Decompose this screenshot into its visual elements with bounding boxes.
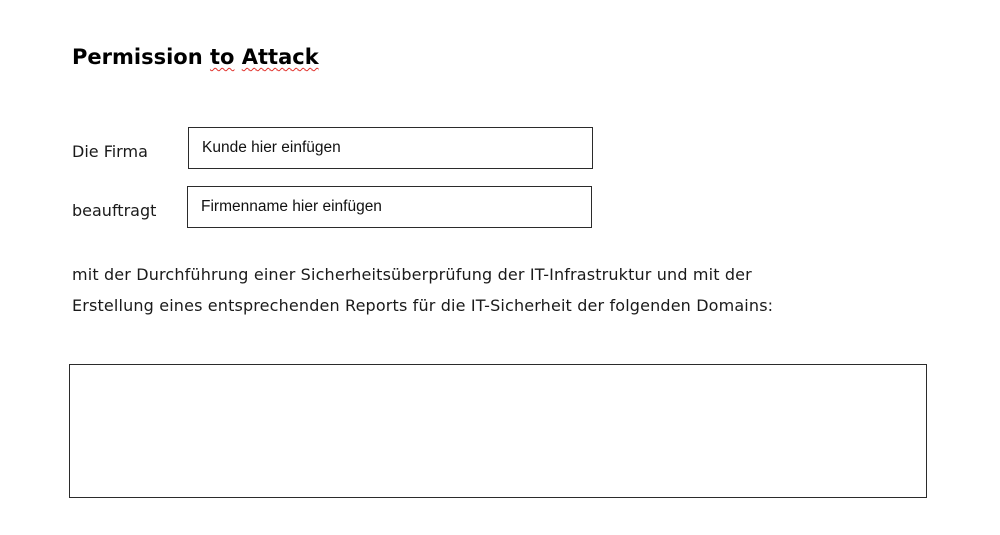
commissions-label: beauftragt: [72, 201, 157, 220]
document-title: [72, 40, 319, 74]
client-name-field[interactable]: Kunde hier einfügen: [188, 127, 593, 169]
title-word-to-misspelled: to: [209, 45, 235, 69]
company-label: Die Firma: [72, 142, 148, 161]
title-word-attack-misspelled: Attack: [241, 45, 319, 69]
scope-paragraph: [72, 259, 952, 321]
title-space: [234, 45, 241, 69]
domains-input-box[interactable]: [69, 364, 927, 498]
title-word-permission: Permission: [72, 45, 210, 69]
company-name-field[interactable]: Firmenname hier einfügen: [187, 186, 592, 228]
scope-paragraph-line-2: Erstellung eines entsprechenden Reports für die IT-Sicherheit der folgenden Domains:: [72, 296, 774, 315]
scope-paragraph-line-1: mit der Durchführung einer Sicherheitsüberprüfung der IT-Infrastruktur und mit der: [72, 265, 752, 284]
